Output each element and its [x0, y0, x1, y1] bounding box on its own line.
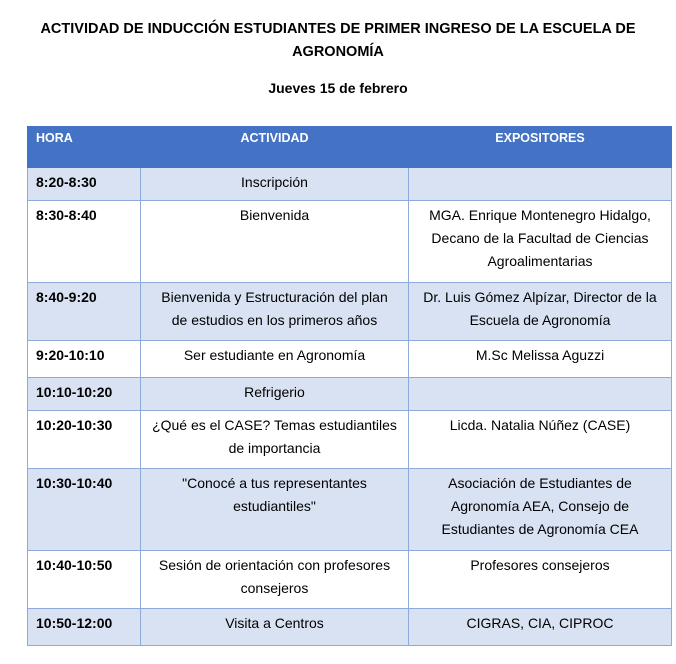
table-row [28, 378, 672, 411]
cell-hora: 10:30-10:40 [28, 469, 141, 551]
table-row [28, 551, 672, 609]
expositores-line: CIGRAS, CIA, CIPROC [466, 615, 614, 631]
cell-expositores [409, 411, 672, 469]
cell-hora: 8:40-9:20 [28, 283, 141, 341]
cell-hora: 10:20-10:30 [28, 411, 141, 469]
cell-actividad [141, 168, 409, 201]
cell-actividad [141, 551, 409, 609]
actividad-line: Bienvenida [239, 207, 310, 223]
actividad-line: ¿Qué es el CASE? Temas estudiantiles [152, 417, 397, 433]
actividad-line: Inscripción [241, 174, 308, 190]
actividad-line: Refrigerio [244, 384, 305, 400]
schedule-table [27, 126, 672, 646]
expositores-line: MGA. Enrique Montenegro Hidalgo, [429, 207, 651, 223]
table-row [28, 469, 672, 551]
actividad-line: "Conocé a tus representantes [182, 475, 367, 491]
cell-expositores [409, 378, 672, 411]
cell-actividad [141, 283, 409, 341]
header-actividad: ACTIVIDAD [141, 127, 409, 168]
cell-expositores [409, 609, 672, 646]
actividad-line: Visita a Centros [225, 615, 324, 631]
table-row [28, 411, 672, 469]
actividad-line: estudiantiles" [233, 498, 316, 514]
table-row [28, 341, 672, 378]
cell-hora: 10:50-12:00 [28, 609, 141, 646]
cell-actividad [141, 201, 409, 283]
title-line-1: ACTIVIDAD DE INDUCCIÓN ESTUDIANTES DE PRIMER INGRESO DE LA ESCUELA DE [40, 21, 636, 37]
table-header-row [28, 127, 672, 168]
expositores-line: Agroalimentarias [487, 253, 593, 269]
document-title [0, 18, 676, 64]
expositores-line: Decano de la Facultad de Ciencias [431, 230, 649, 246]
expositores-line: Asociación de Estudiantes de [448, 475, 632, 491]
cell-actividad [141, 411, 409, 469]
actividad-line: de estudios en los primeros años [171, 312, 378, 328]
cell-hora: 10:10-10:20 [28, 378, 141, 411]
actividad-line: Bienvenida y Estructuración del plan [161, 289, 388, 305]
cell-hora: 8:20-8:30 [28, 168, 141, 201]
actividad-line: Sesión de orientación con profesores [158, 557, 391, 573]
cell-expositores [409, 283, 672, 341]
expositores-line: Profesores consejeros [470, 557, 610, 573]
actividad-line: consejeros [240, 580, 309, 596]
actividad-line: Ser estudiante en Agronomía [183, 347, 366, 363]
table-row [28, 283, 672, 341]
header-hora: HORA [28, 127, 141, 168]
actividad-line: de importancia [228, 440, 321, 456]
cell-hora: 8:30-8:40 [28, 201, 141, 283]
cell-expositores [409, 201, 672, 283]
expositores-line: Licda. Natalia Núñez (CASE) [449, 417, 631, 433]
title-line-2: AGRONOMÍA [292, 44, 384, 60]
table-row [28, 609, 672, 646]
cell-expositores [409, 469, 672, 551]
cell-hora: 10:40-10:50 [28, 551, 141, 609]
expositores-line: M.Sc Melissa Aguzzi [475, 347, 605, 363]
header-expositores: EXPOSITORES [409, 127, 672, 168]
expositores-line: Agronomía AEA, Consejo de [450, 498, 630, 514]
cell-expositores [409, 551, 672, 609]
cell-expositores [409, 168, 672, 201]
expositores-line: Estudiantes de Agronomía CEA [441, 521, 639, 537]
cell-actividad [141, 341, 409, 378]
table-row [28, 201, 672, 283]
cell-actividad [141, 469, 409, 551]
cell-actividad [141, 609, 409, 646]
cell-hora: 9:20-10:10 [28, 341, 141, 378]
document-subtitle: Jueves 15 de febrero [268, 80, 408, 96]
cell-actividad [141, 378, 409, 411]
cell-expositores [409, 341, 672, 378]
expositores-line: Dr. Luis Gómez Alpízar, Director de la [423, 289, 657, 305]
expositores-line: Escuela de Agronomía [469, 312, 611, 328]
table-row [28, 168, 672, 201]
